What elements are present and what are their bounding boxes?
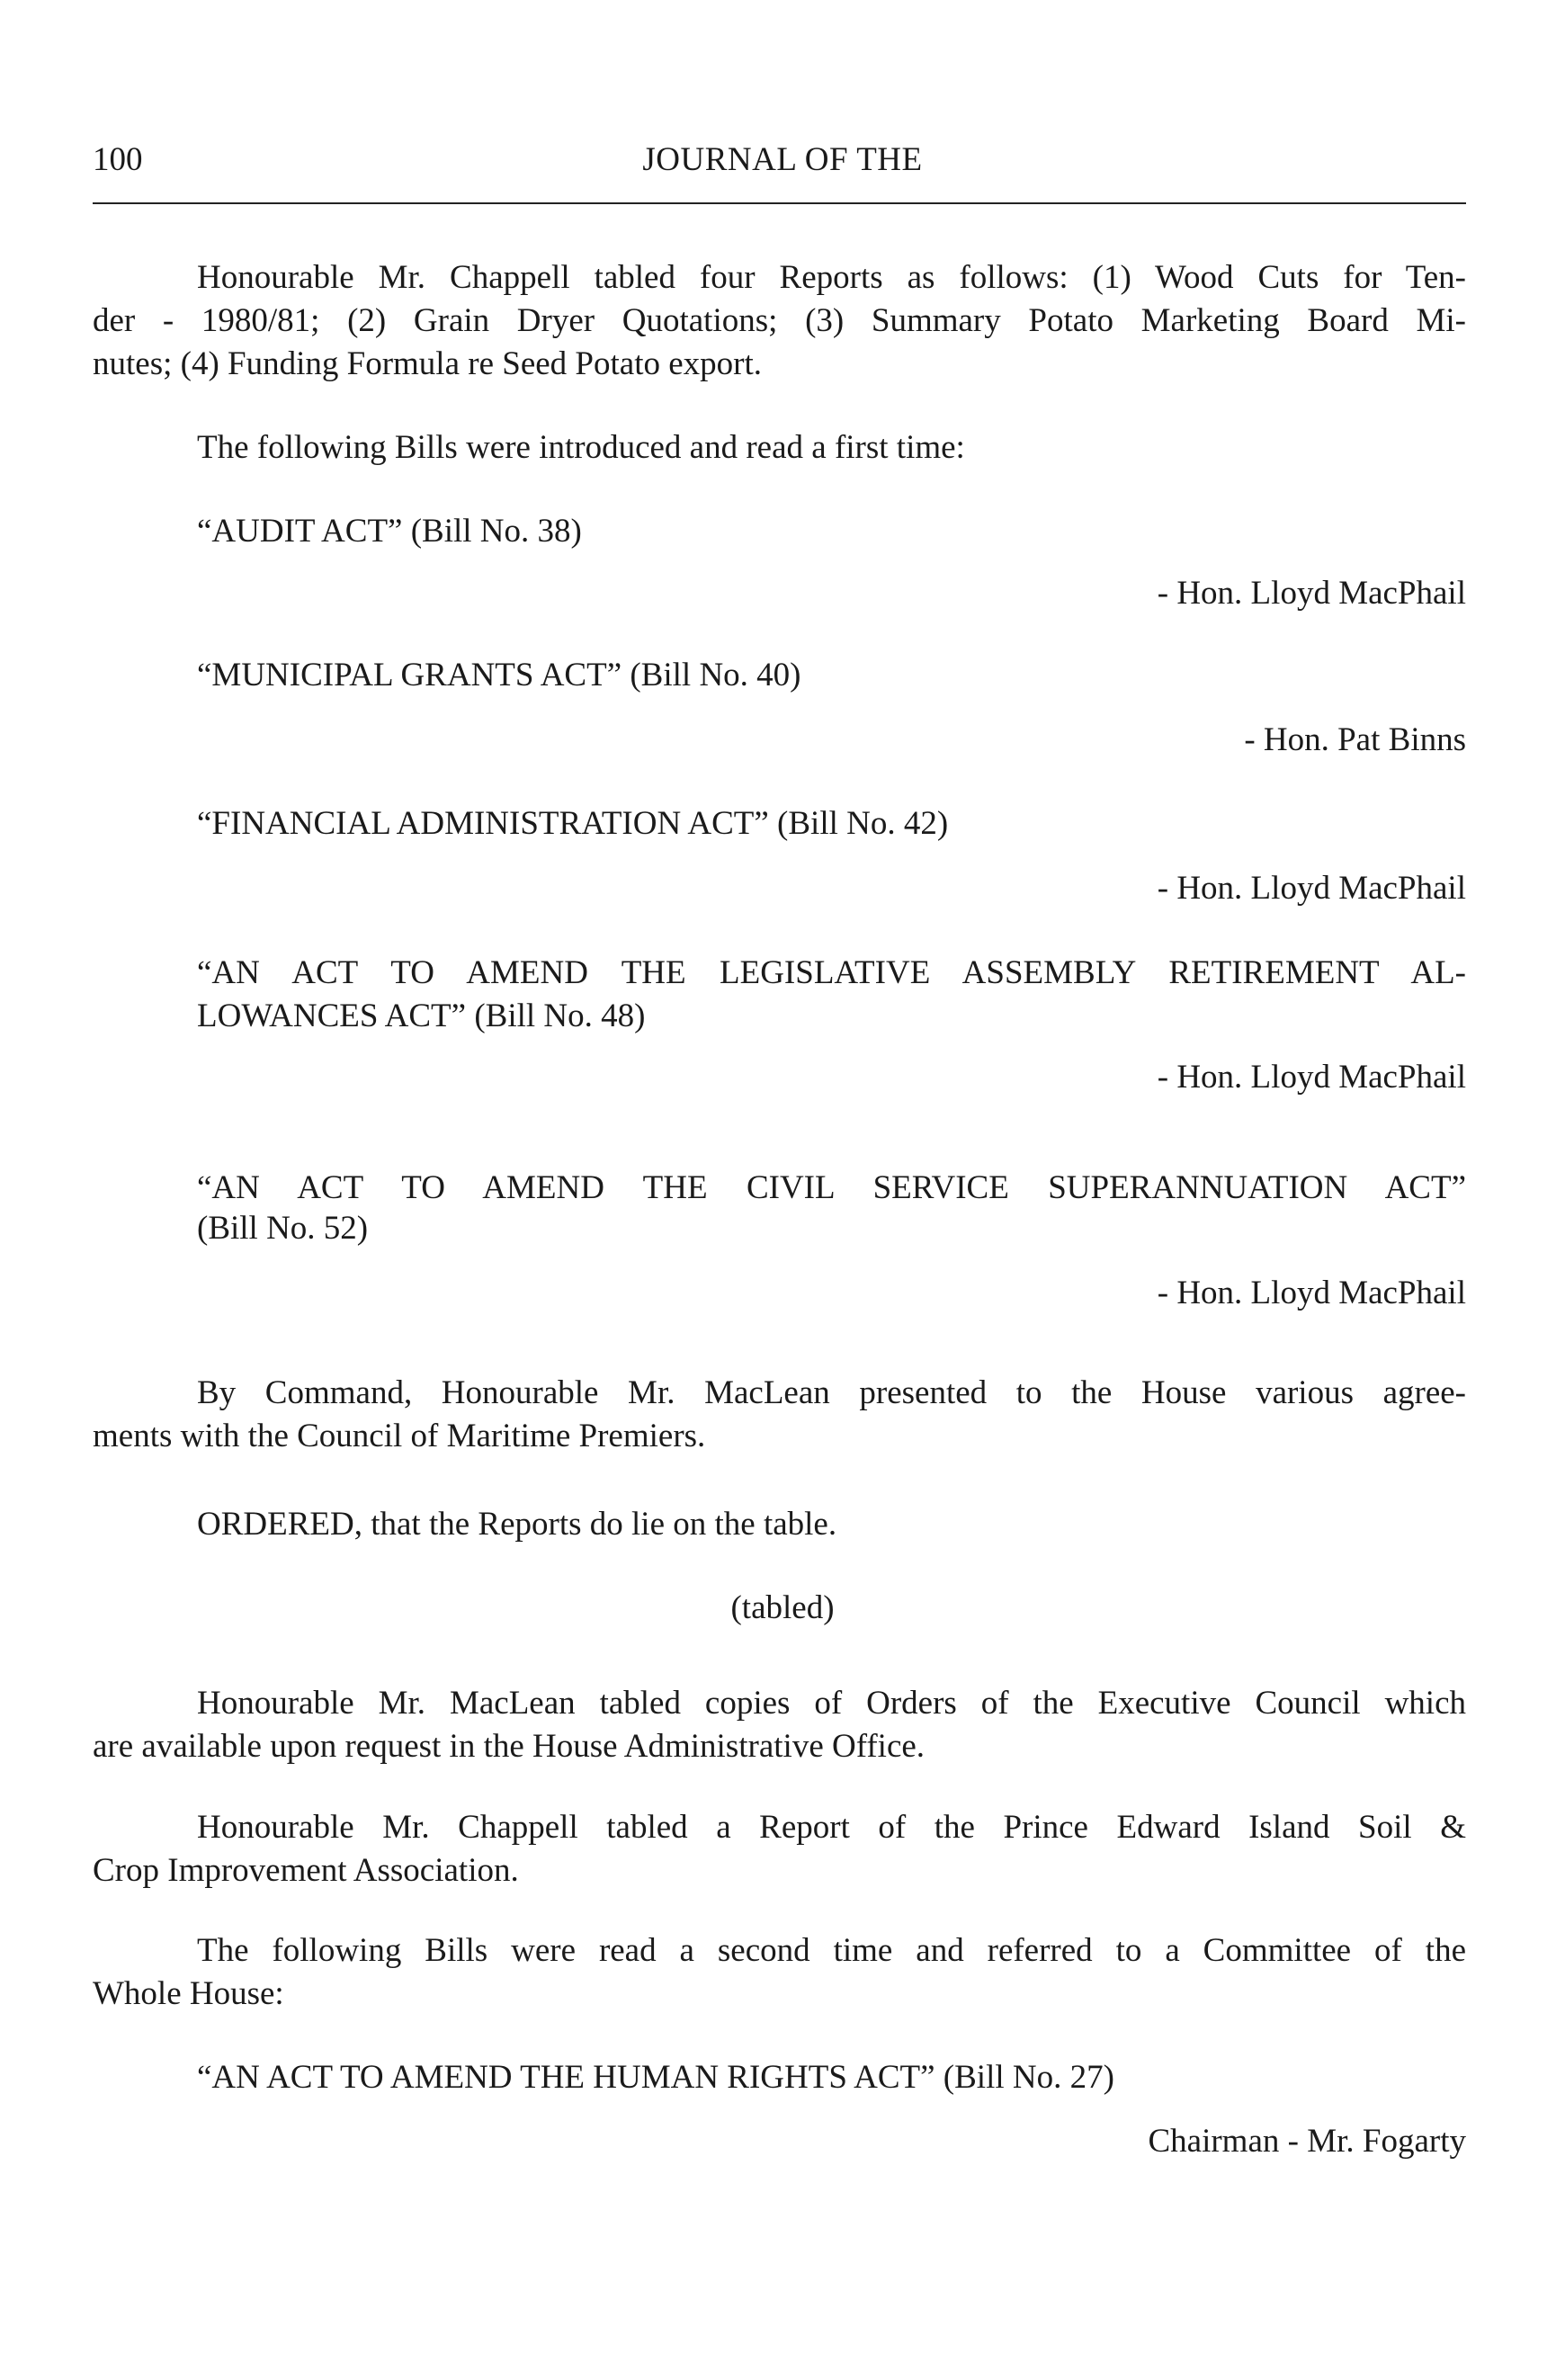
paragraph-chappell-soil	[93, 1806, 1466, 1892]
paragraph-line: der - 1980/81; (2) Grain Dryer Quotations; (3) Summary Potato Marketing Board Mi-	[93, 302, 1466, 339]
paragraph-line: ments with the Council of Maritime Premiers.	[93, 1418, 706, 1454]
bill-title-line: “AN ACT TO AMEND THE CIVIL SERVICE SUPERANNUATION ACT”	[197, 1169, 1466, 1206]
bill-title-line: “AN ACT TO AMEND THE LEGISLATIVE ASSEMBLY RETIREMENT AL-	[197, 954, 1466, 991]
bill-sponsor: - Hon. Pat Binns	[1244, 721, 1466, 758]
paragraph-line: The following Bills were read a second time and referred to a Committee of the	[197, 1932, 1466, 1969]
bill-title: “AUDIT ACT” (Bill No. 38)	[197, 513, 582, 550]
paragraph-chappell-reports	[93, 256, 1466, 386]
page-header-title: JOURNAL OF THE	[642, 141, 923, 178]
paragraph-line: By Command, Honourable Mr. MacLean presented to the House various agree-	[197, 1374, 1466, 1411]
paragraph-line: nutes; (4) Funding Formula re Seed Potato export.	[93, 345, 763, 382]
bill-chairman: Chairman - Mr. Fogarty	[1148, 2123, 1466, 2160]
header-rule	[93, 202, 1466, 204]
tabled-note: (tabled)	[730, 1589, 835, 1626]
paragraph-line: Crop Improvement Association.	[93, 1852, 519, 1889]
paragraph-second-reading	[93, 1929, 1466, 2016]
paragraph-line: Whole House:	[93, 1975, 284, 2012]
paragraph-line: are available upon request in the House Administrative Office.	[93, 1728, 926, 1765]
page-number: 100	[93, 141, 143, 178]
paragraph-line: Honourable Mr. Chappell tabled a Report of the Prince Edward Island Soil &	[197, 1809, 1466, 1846]
paragraph-line: Honourable Mr. MacLean tabled copies of Orders of the Executive Council which	[197, 1685, 1466, 1722]
bill-title: “MUNICIPAL GRANTS ACT” (Bill No. 40)	[197, 657, 801, 693]
bill-title: “FINANCIAL ADMINISTRATION ACT” (Bill No. 42)	[197, 805, 949, 842]
bill-sponsor: - Hon. Lloyd MacPhail	[1157, 870, 1466, 907]
paragraph-bills-intro: The following Bills were introduced and read a first time:	[197, 429, 965, 466]
bill-title: “AN ACT TO AMEND THE HUMAN RIGHTS ACT” (Bill No. 27)	[197, 2059, 1114, 2096]
bill-title-line: LOWANCES ACT” (Bill No. 48)	[197, 998, 646, 1034]
bill-title	[197, 1167, 1466, 1210]
bill-title	[197, 952, 1466, 1038]
paragraph-ordered: ORDERED, that the Reports do lie on the table.	[197, 1506, 837, 1543]
paragraph-maclean-orders	[93, 1682, 1466, 1768]
bill-sponsor: - Hon. Lloyd MacPhail	[1157, 575, 1466, 612]
bill-sponsor: - Hon. Lloyd MacPhail	[1157, 1059, 1466, 1096]
paragraph-maclean-command	[93, 1372, 1466, 1458]
paragraph-line: Honourable Mr. Chappell tabled four Reports as follows: (1) Wood Cuts for Ten-	[197, 259, 1466, 296]
bill-sponsor: - Hon. Lloyd MacPhail	[1157, 1275, 1466, 1311]
bill-title-line: (Bill No. 52)	[197, 1210, 369, 1247]
